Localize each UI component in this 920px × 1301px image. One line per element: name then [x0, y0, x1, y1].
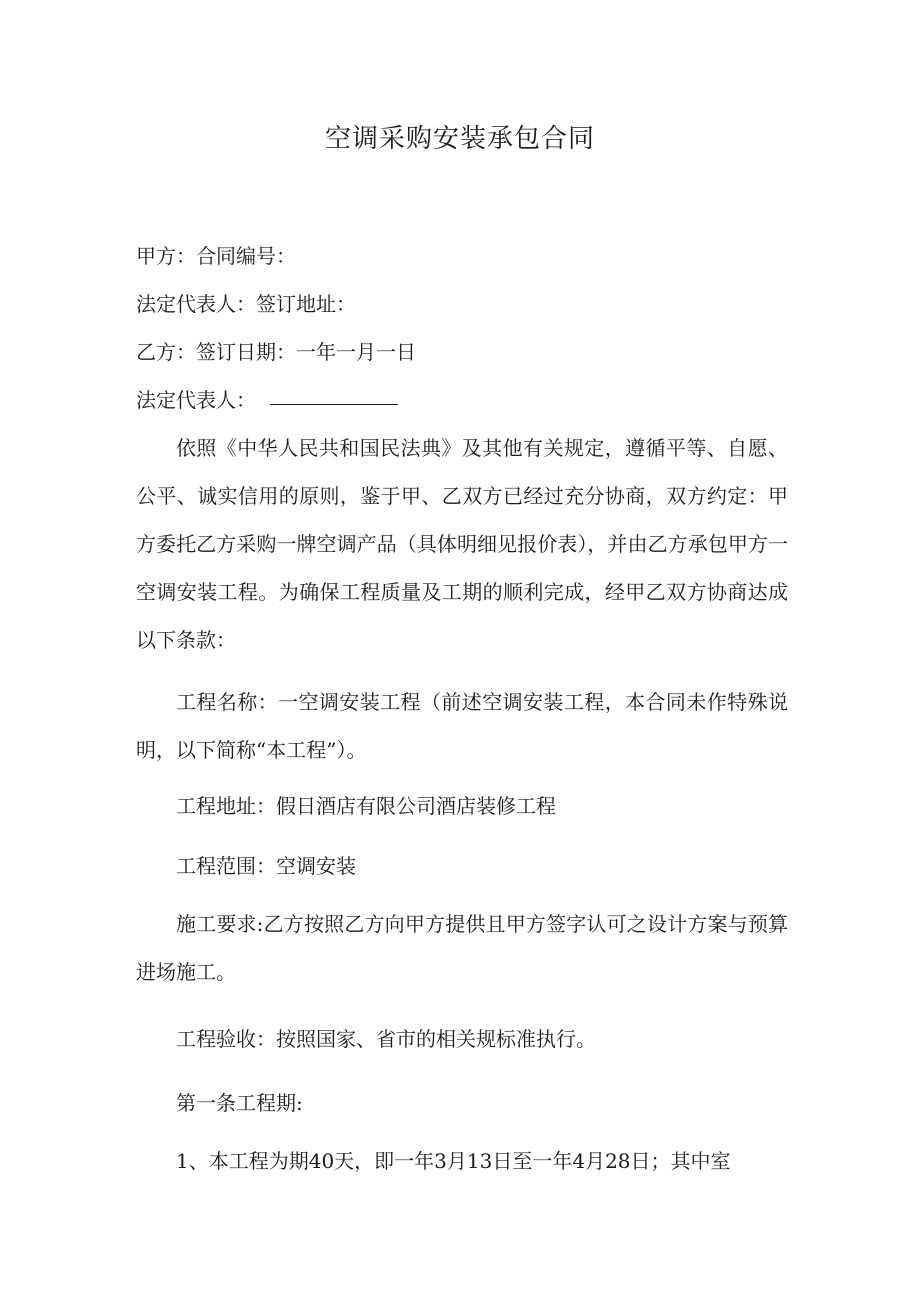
article-1-item-1: 1、本工程为期40天，即一年3月13日至一年4月28日；其中室	[176, 1149, 731, 1173]
article-1-heading: 第一条工程期:	[176, 1091, 303, 1115]
construction-requirement-paragraph: 施工要求:乙方按照乙方向甲方提供且甲方签字认可之设计方案与预算进场施工。	[136, 912, 788, 984]
project-name-paragraph: 工程名称：一空调安装工程（前述空调安装工程，本合同未作特殊说明，以下简称“本工程”）。	[136, 690, 788, 762]
document-title: 空调采购安装承包合同	[324, 124, 595, 154]
project-scope-paragraph: 工程范围：空调安装	[176, 854, 356, 878]
legal-rep-label-2: 法定代表人：	[136, 388, 256, 412]
party-b-line: 乙方：签订日期：一年一月一日	[136, 340, 416, 364]
project-address-paragraph: 工程地址：假日酒店有限公司酒店装修工程	[176, 794, 556, 818]
acceptance-paragraph: 工程验收：按照国家、省市的相关规标准执行。	[176, 1027, 596, 1051]
legal-rep-row-2	[136, 385, 796, 415]
legal-rep-line-1: 法定代表人：签订地址：	[136, 292, 356, 316]
party-a-line: 甲方：合同编号：	[136, 244, 296, 268]
signature-blank-line	[270, 403, 398, 405]
intro-paragraph: 依照《中华人民共和国民法典》及其他有关规定，遵循平等、自愿、公平、诚实信用的原则，鉴于甲、乙双方已经过充分协商，双方约定：甲方委托乙方采购一牌空调产品（具体明细见报价表），并由乙方承包甲方一空调安装工程。为确保工程质量及工期的顺利完成，经甲乙双方协商达成以下条款：	[136, 436, 788, 652]
